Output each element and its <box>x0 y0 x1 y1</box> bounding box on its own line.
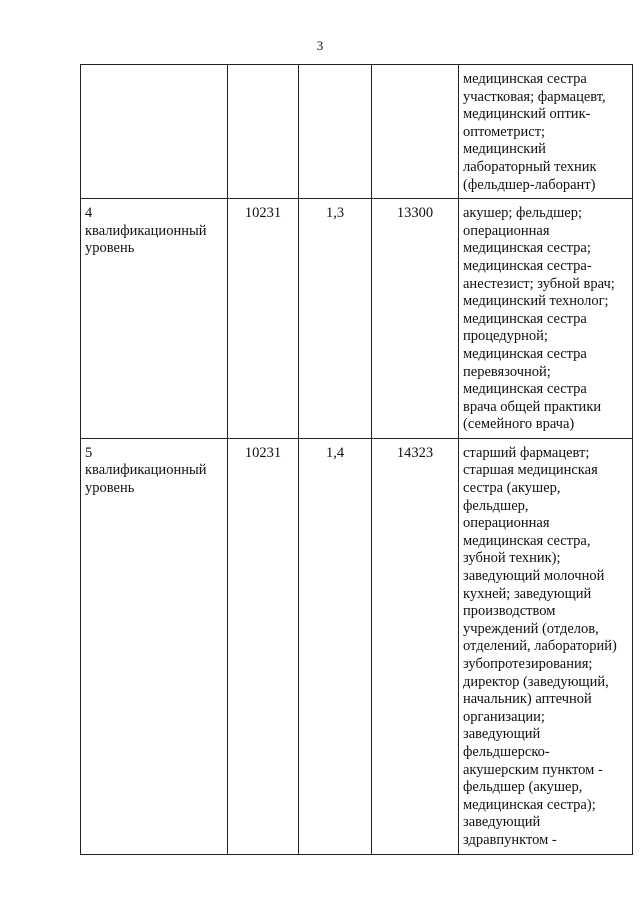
position-text-line: перевязочной; <box>463 363 551 380</box>
level-text-line: квалификационный <box>85 222 207 239</box>
position-text-line: заведующий <box>463 814 541 831</box>
position-text-line: заведующий молочной <box>463 568 605 585</box>
code-cell: 10231 <box>228 438 299 854</box>
coefficient-cell: 1,4 <box>299 438 372 854</box>
position-text-line: сестра (акушер, <box>463 480 561 497</box>
page-number: 3 <box>316 38 324 53</box>
position-text-line: производством <box>463 603 556 620</box>
level-text-line: уровень <box>85 240 135 257</box>
position-text-line: фельдшер, <box>463 497 529 514</box>
table-row <box>81 199 633 439</box>
position-text-line: фельдшер (акушер, <box>463 779 583 796</box>
position-text-line: оптометрист; <box>463 123 546 140</box>
position-text-line: заведующий <box>463 726 541 743</box>
table-row <box>81 65 633 199</box>
position-text-line: начальник) аптечной <box>463 691 592 708</box>
position-text-line: старшая медицинская <box>463 462 598 479</box>
positions-cell <box>459 199 633 439</box>
level-text-line: уровень <box>85 480 135 497</box>
position-text-line: медицинский технолог; <box>463 293 609 310</box>
positions-cell <box>459 438 633 854</box>
position-text-line: анестезист; зубной врач; <box>463 275 615 292</box>
position-text-line: медицинская сестра <box>463 345 587 362</box>
qualification-level-cell <box>81 65 228 199</box>
position-text-line: медицинская сестра, <box>463 532 591 549</box>
position-text-line: операционная <box>463 222 550 239</box>
code-cell <box>228 65 299 199</box>
table-row <box>81 438 633 854</box>
position-text-line: медицинский оптик- <box>463 106 591 123</box>
position-text-line: учреждений (отделов, <box>463 620 599 637</box>
level-text-line: квалификационный <box>85 462 207 479</box>
salary-table <box>80 64 633 855</box>
code-cell: 10231 <box>228 199 299 439</box>
level-text-line: 5 <box>85 444 93 461</box>
position-text-line: лабораторный техник <box>463 158 597 175</box>
position-text-line: акушерским пунктом - <box>463 761 603 778</box>
position-text-line: медицинская сестра; <box>463 240 591 257</box>
salary-cell: 14323 <box>372 438 459 854</box>
coefficient-cell <box>299 65 372 199</box>
position-text-line: организации; <box>463 708 545 725</box>
position-text-line: здравпунктом - <box>463 831 557 848</box>
position-text-line: (семейного врача) <box>463 416 575 433</box>
position-text-line: медицинская сестра <box>463 381 587 398</box>
qualification-level-cell <box>81 199 228 439</box>
position-text-line: медицинская сестра- <box>463 257 592 274</box>
position-text-line: медицинская сестра); <box>463 796 596 813</box>
coefficient-cell: 1,3 <box>299 199 372 439</box>
position-text-line: медицинская сестра <box>463 310 587 327</box>
position-text-line: операционная <box>463 515 550 532</box>
position-text-line: медицинский <box>463 141 546 158</box>
position-text-line: врача общей практики <box>463 398 602 415</box>
qualification-level-cell <box>81 438 228 854</box>
level-text-line: 4 <box>85 205 93 222</box>
position-text-line: зубопротезирования; <box>463 656 593 672</box>
positions-cell <box>459 65 633 199</box>
position-text-line: участковая; фармацевт, <box>463 88 606 105</box>
salary-cell <box>372 65 459 199</box>
position-text-line: фельдшерско- <box>463 743 550 760</box>
position-text-line: медицинская сестра <box>463 71 587 87</box>
position-text-line: акушер; фельдшер; <box>463 205 582 222</box>
salary-cell: 13300 <box>372 199 459 439</box>
position-text-line: зубной техник); <box>463 550 561 567</box>
position-text-line: кухней; заведующий <box>463 585 592 602</box>
position-text-line: процедурной; <box>463 328 548 345</box>
position-text-line: директор (заведующий, <box>463 673 609 690</box>
position-text-line: отделений, лабораторий) <box>463 638 617 655</box>
position-text-line: старший фармацевт; <box>463 444 590 461</box>
position-text-line: (фельдшер-лаборант) <box>463 176 596 193</box>
